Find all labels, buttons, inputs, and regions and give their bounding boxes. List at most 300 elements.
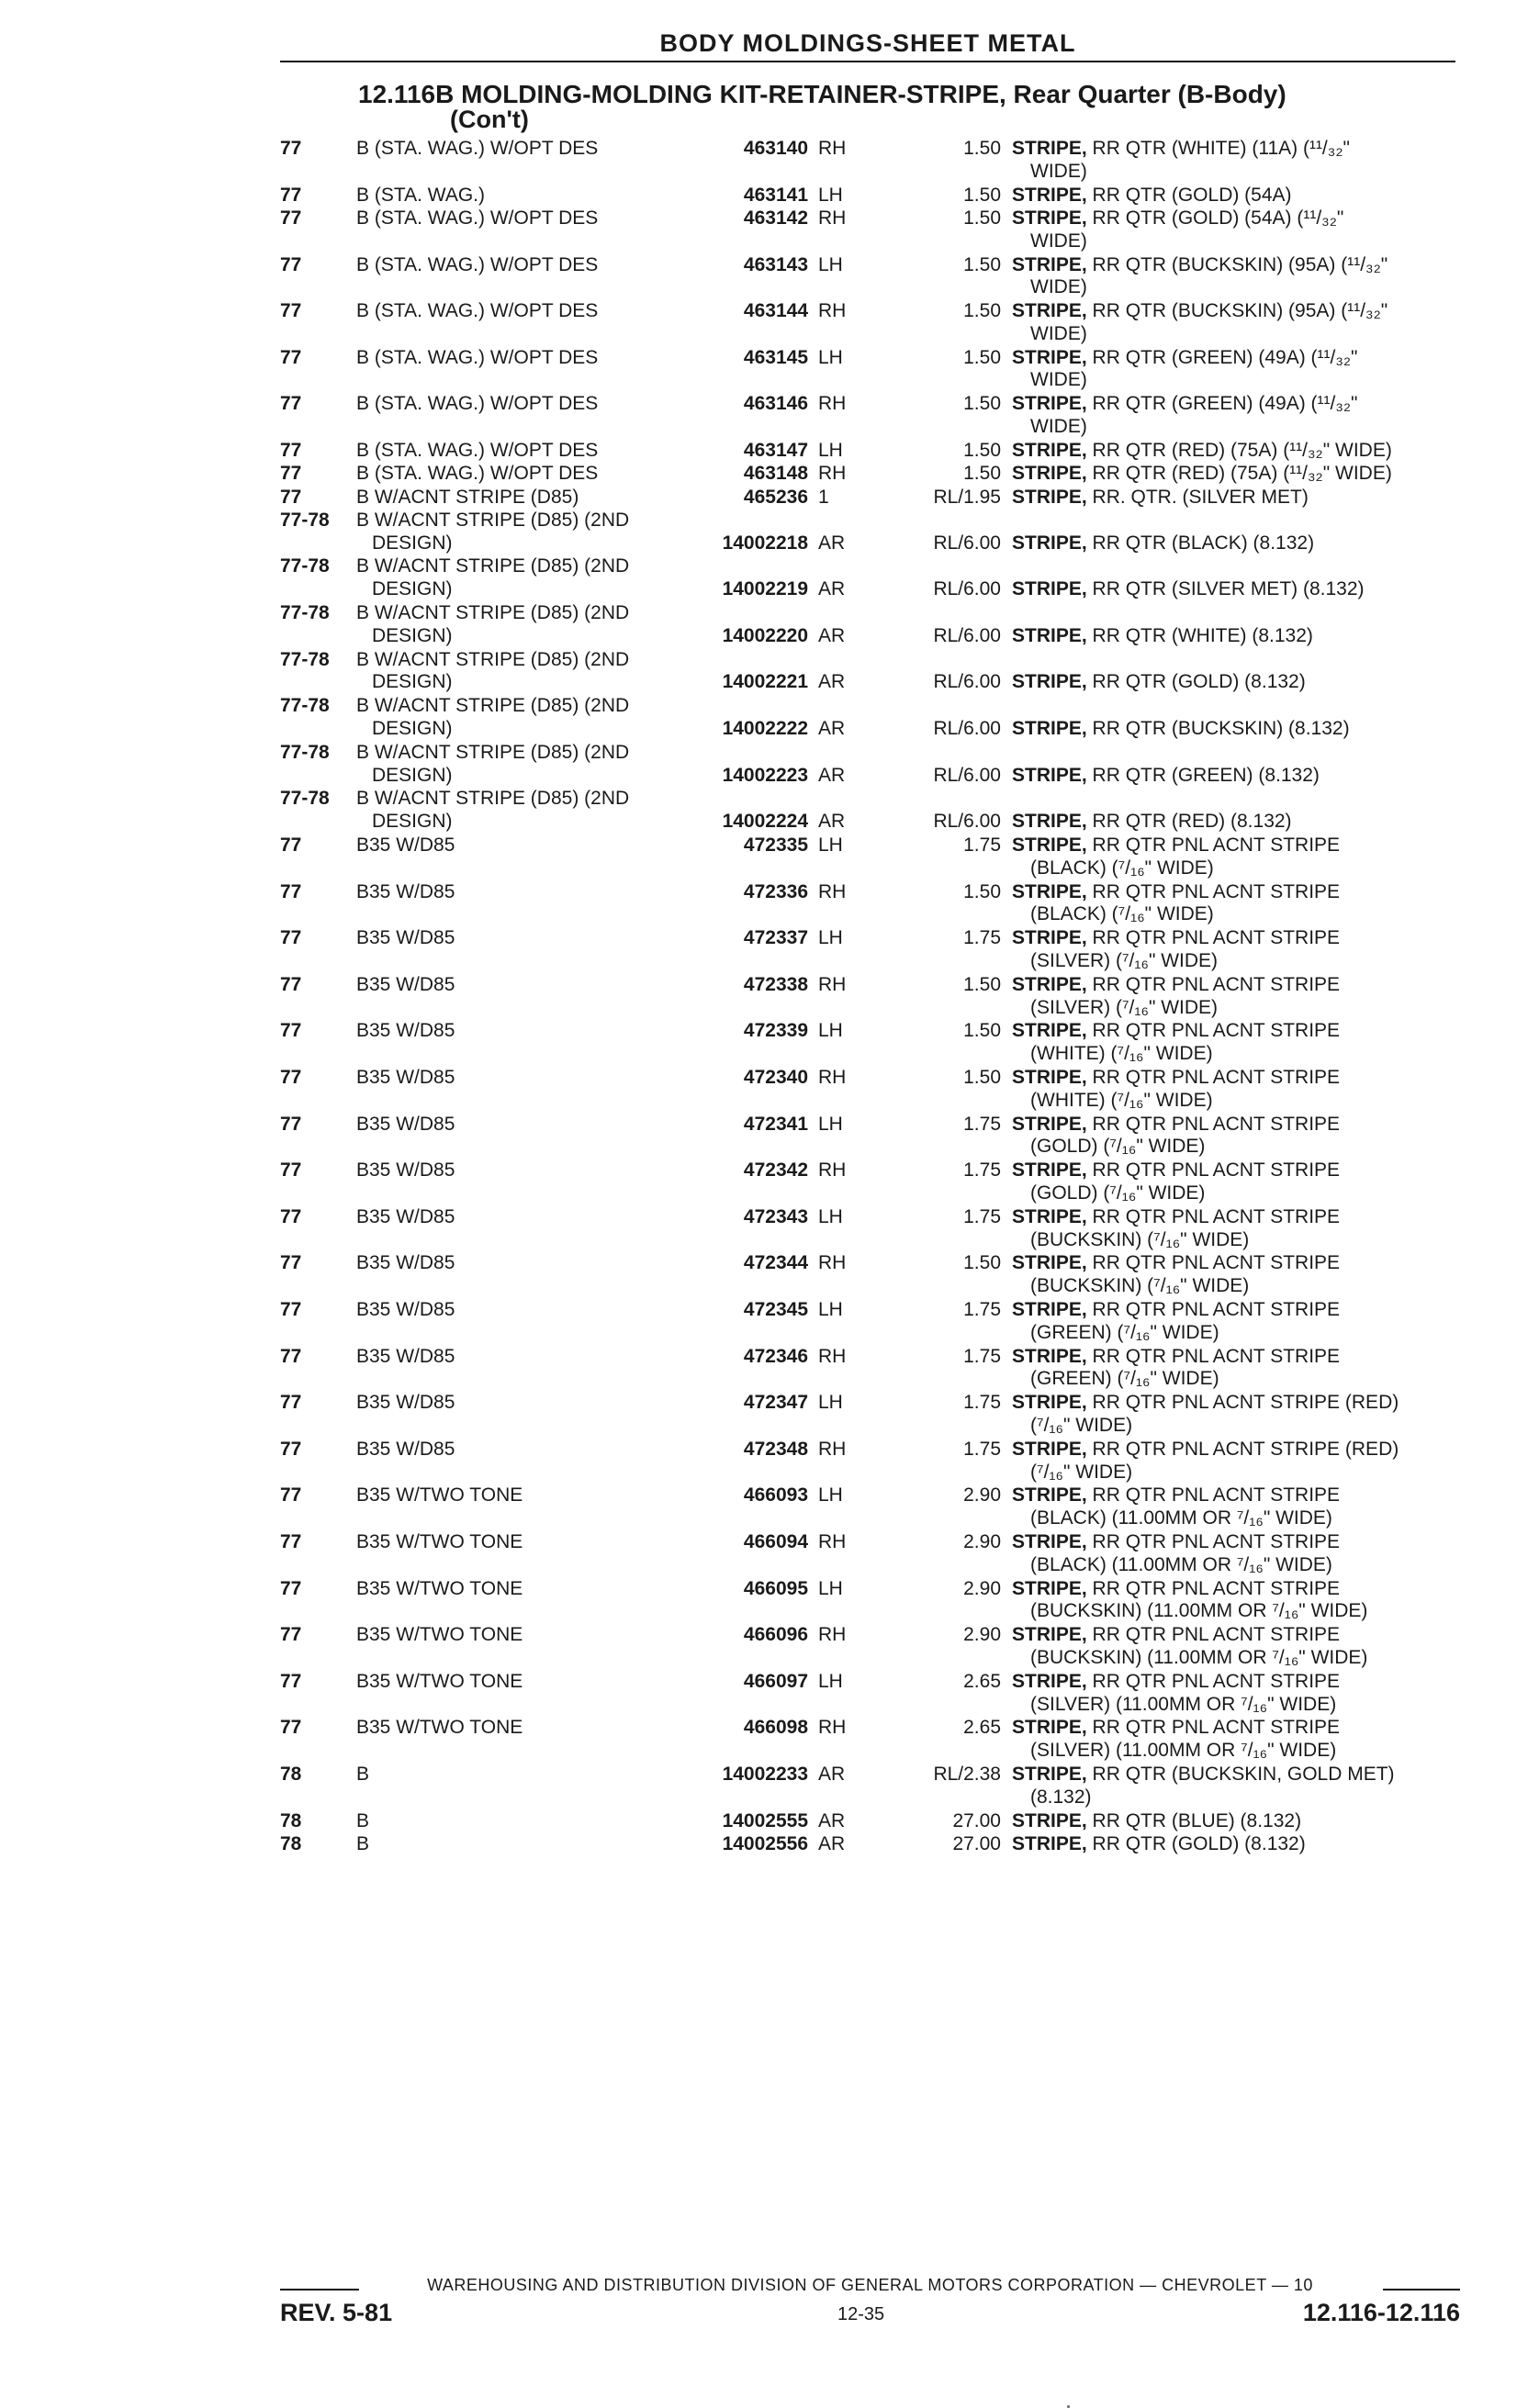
row-side: LH <box>818 1484 843 1506</box>
row-price: 2.65 <box>963 1717 1001 1739</box>
row-description-continued: (SILVER) (⁷/₁₆" WIDE) <box>1030 996 1219 1018</box>
row-year: 77 <box>280 927 302 949</box>
row-model: B35 W/D85 <box>356 1299 455 1320</box>
row-description <box>1012 1299 1460 1321</box>
row-description <box>1012 1717 1460 1739</box>
row-model: B W/ACNT STRIPE (D85) (2ND <box>356 648 630 670</box>
row-model: B W/ACNT STRIPE (D85) (2ND <box>356 695 630 717</box>
row-description-name: STRIPE, <box>1012 578 1087 600</box>
row-model: B W/ACNT STRIPE (D85) (2ND <box>356 602 630 623</box>
row-year: 77 <box>280 1205 302 1227</box>
row-part-number: 472339 <box>743 1020 808 1042</box>
row-price: RL/6.00 <box>933 532 1001 554</box>
row-side: RH <box>818 880 847 902</box>
row-description-continued: (SILVER) (⁷/₁₆" WIDE) <box>1030 949 1219 971</box>
row-description <box>1012 347 1460 369</box>
table-row <box>280 881 1460 927</box>
row-model: B35 W/D85 <box>356 1252 455 1274</box>
table-row <box>280 1531 1460 1577</box>
row-side: LH <box>818 1577 843 1599</box>
row-price: 1.50 <box>963 1020 1001 1042</box>
row-year: 77 <box>280 1299 302 1320</box>
table-row <box>280 510 1460 555</box>
row-description-text: RR QTR (WHITE) (8.132) <box>1086 624 1313 646</box>
row-description-text: RR QTR PNL ACNT STRIPE <box>1086 1670 1341 1692</box>
row-year: 77 <box>280 834 302 856</box>
row-part-number: 466093 <box>743 1484 808 1506</box>
row-description-text: RR QTR PNL ACNT STRIPE <box>1086 834 1341 856</box>
row-description-name: STRIPE, <box>1012 463 1087 485</box>
row-price: 1.75 <box>963 834 1001 856</box>
row-description-text: RR QTR PNL ACNT STRIPE <box>1086 927 1341 949</box>
row-description-name: STRIPE, <box>1012 1717 1087 1739</box>
row-model: B35 W/TWO TONE <box>356 1670 523 1692</box>
row-description-name: STRIPE, <box>1012 1832 1087 1854</box>
row-description-text: RR QTR PNL ACNT STRIPE <box>1086 1205 1341 1227</box>
row-model: B <box>356 1832 370 1854</box>
row-price: 1.75 <box>963 1438 1001 1460</box>
row-description-continued: (⁷/₁₆" WIDE) <box>1030 1461 1133 1483</box>
row-price: 1.50 <box>963 207 1001 229</box>
table-row <box>280 1020 1460 1066</box>
row-description-continued: WIDE) <box>1030 322 1087 344</box>
row-description-continued: (8.132) <box>1030 1786 1092 1808</box>
row-price: 1.50 <box>963 300 1001 322</box>
row-model: B35 W/TWO TONE <box>356 1624 523 1646</box>
table-row <box>280 254 1460 300</box>
row-description-text: RR. QTR. (SILVER MET) <box>1086 486 1309 508</box>
row-description-continued: (SILVER) (11.00MM OR ⁷/₁₆" WIDE) <box>1030 1740 1337 1762</box>
row-description-name: STRIPE, <box>1012 1809 1087 1831</box>
row-price: 1.50 <box>963 393 1001 415</box>
row-description <box>1012 1671 1460 1693</box>
row-side: AR <box>818 532 846 554</box>
row-model: B (STA. WAG.) W/OPT DES <box>356 300 599 322</box>
row-side: LH <box>818 184 843 206</box>
row-description-name: STRIPE, <box>1012 1577 1087 1599</box>
table-row <box>280 1299 1460 1345</box>
row-side: AR <box>818 1809 846 1831</box>
row-description-continued: (⁷/₁₆" WIDE) <box>1030 1414 1133 1436</box>
table-row <box>280 1392 1460 1438</box>
row-description-text: RR QTR (RED) (8.132) <box>1086 811 1292 833</box>
row-description-continued: (BUCKSKIN) (11.00MM OR ⁷/₁₆" WIDE) <box>1030 1600 1368 1622</box>
row-side: RH <box>818 973 847 995</box>
row-price: 1.75 <box>963 1205 1001 1227</box>
row-description <box>1012 1764 1460 1786</box>
row-side: AR <box>818 671 846 693</box>
row-description <box>1012 1067 1460 1089</box>
row-description-continued: WIDE) <box>1030 230 1087 252</box>
row-description-text: RR QTR PNL ACNT STRIPE <box>1086 1159 1341 1182</box>
row-description-text: RR QTR PNL ACNT STRIPE <box>1086 880 1341 902</box>
row-part-number: 472347 <box>743 1392 808 1414</box>
row-part-number: 463145 <box>743 346 808 368</box>
row-description <box>1012 1252 1460 1274</box>
row-description-text: RR QTR PNL ACNT STRIPE <box>1086 1020 1341 1042</box>
row-part-number: 466094 <box>743 1531 808 1552</box>
row-part-number: 472348 <box>743 1438 808 1460</box>
row-part-number: 472340 <box>743 1067 808 1088</box>
row-description-name: STRIPE, <box>1012 1764 1087 1785</box>
row-description-text: RR QTR PNL ACNT STRIPE <box>1086 1577 1341 1599</box>
row-description <box>1012 718 1460 740</box>
row-description-text: RR QTR (GOLD) (8.132) <box>1086 671 1306 693</box>
row-model: B W/ACNT STRIPE (D85) (2ND <box>356 788 630 810</box>
row-description-name: STRIPE, <box>1012 300 1087 322</box>
row-model: B W/ACNT STRIPE (D85) (2ND <box>356 555 630 577</box>
row-description-continued: (BLACK) (11.00MM OR ⁷/₁₆" WIDE) <box>1030 1507 1332 1529</box>
row-price: 1.75 <box>963 1299 1001 1320</box>
row-price: RL/6.00 <box>933 764 1001 786</box>
row-model: B (STA. WAG.) W/OPT DES <box>356 463 599 485</box>
row-year: 77 <box>280 207 302 229</box>
row-side: LH <box>818 439 843 461</box>
table-row <box>280 1624 1460 1670</box>
row-price: 27.00 <box>952 1809 1001 1831</box>
row-description-text: RR QTR PNL ACNT STRIPE <box>1086 1717 1341 1739</box>
row-part-number: 472336 <box>743 880 808 902</box>
row-description <box>1012 1392 1460 1414</box>
row-part-number: 463147 <box>743 439 808 461</box>
row-part-number: 14002221 <box>722 671 808 693</box>
row-description-name: STRIPE, <box>1012 1531 1087 1552</box>
row-model: B (STA. WAG.) W/OPT DES <box>356 207 599 229</box>
row-price: RL/6.00 <box>933 717 1001 739</box>
row-description-name: STRIPE, <box>1012 811 1087 833</box>
row-side: AR <box>818 764 846 786</box>
row-year: 77 <box>280 1067 302 1088</box>
row-description-continued: (GREEN) (⁷/₁₆" WIDE) <box>1030 1368 1219 1390</box>
row-year: 77 <box>280 184 302 206</box>
row-description <box>1012 811 1460 833</box>
row-side: LH <box>818 1020 843 1042</box>
page-title: BODY MOLDINGS-SHEET METAL <box>659 29 1076 57</box>
row-description <box>1012 671 1460 693</box>
row-model: B35 W/D85 <box>356 1438 455 1460</box>
row-description <box>1012 393 1460 415</box>
row-price: 1.50 <box>963 439 1001 461</box>
row-side: AR <box>818 1832 846 1854</box>
row-year: 77 <box>280 393 302 415</box>
row-description <box>1012 1810 1460 1832</box>
table-row <box>280 695 1460 741</box>
row-side: RH <box>818 1252 847 1274</box>
row-description <box>1012 881 1460 903</box>
row-part-number: 463148 <box>743 463 808 485</box>
row-part-number: 466098 <box>743 1717 808 1739</box>
row-description-continued: WIDE) <box>1030 369 1087 391</box>
row-model: B (STA. WAG.) W/OPT DES <box>356 439 599 461</box>
row-description-name: STRIPE, <box>1012 1345 1087 1367</box>
row-price: 2.65 <box>963 1670 1001 1692</box>
row-description <box>1012 1578 1460 1600</box>
section-continued: (Con't) <box>450 106 529 133</box>
row-description-continued: (BUCKSKIN) (⁷/₁₆" WIDE) <box>1030 1275 1250 1297</box>
row-model: B W/ACNT STRIPE (D85) (2ND <box>356 741 630 763</box>
row-description-continued: (GOLD) (⁷/₁₆" WIDE) <box>1030 1136 1206 1158</box>
row-description <box>1012 1206 1460 1228</box>
row-description-name: STRIPE, <box>1012 253 1087 275</box>
row-year: 77 <box>280 1020 302 1042</box>
row-description-name: STRIPE, <box>1012 927 1087 949</box>
row-year: 77 <box>280 439 302 461</box>
row-year: 77 <box>280 138 302 159</box>
row-year: 77 <box>280 1345 302 1367</box>
row-side: RH <box>818 1717 847 1739</box>
row-model-continued: DESIGN) <box>372 624 453 646</box>
row-year: 77-78 <box>280 788 330 810</box>
table-row <box>280 347 1460 393</box>
table-row <box>280 1578 1460 1624</box>
table-row <box>280 834 1460 880</box>
row-model: B35 W/D85 <box>356 1113 455 1135</box>
row-description-text: RR QTR (SILVER MET) (8.132) <box>1086 578 1365 600</box>
row-description <box>1012 207 1460 230</box>
row-price: RL/6.00 <box>933 624 1001 646</box>
row-description-continued: (BLACK) (⁷/₁₆" WIDE) <box>1030 903 1214 925</box>
row-year: 77 <box>280 1159 302 1182</box>
table-row <box>280 300 1460 346</box>
row-description-text: RR QTR (RED) (75A) (¹¹/₃₂" WIDE) <box>1086 439 1392 461</box>
row-year: 77 <box>280 1577 302 1599</box>
row-part-number: 14002219 <box>722 578 808 600</box>
row-side: RH <box>818 1438 847 1460</box>
row-description-text: RR QTR (BLUE) (8.132) <box>1086 1809 1302 1831</box>
row-description-continued: (WHITE) (⁷/₁₆" WIDE) <box>1030 1089 1213 1111</box>
row-description-name: STRIPE, <box>1012 624 1087 646</box>
row-description-text: RR QTR (GOLD) (8.132) <box>1086 1832 1306 1854</box>
row-model: B35 W/D85 <box>356 927 455 949</box>
row-price: 1.50 <box>963 1067 1001 1088</box>
row-model-continued: DESIGN) <box>372 532 453 554</box>
row-description-text: RR QTR (GREEN) (49A) (¹¹/₃₂" <box>1086 346 1358 368</box>
row-description-continued: (BLACK) (⁷/₁₆" WIDE) <box>1030 857 1214 879</box>
row-side: LH <box>818 1392 843 1414</box>
row-model-continued: DESIGN) <box>372 578 453 600</box>
row-description-name: STRIPE, <box>1012 1159 1087 1182</box>
row-model-continued: DESIGN) <box>372 671 453 693</box>
row-description <box>1012 578 1460 600</box>
row-description-text: RR QTR PNL ACNT STRIPE (RED) <box>1086 1438 1399 1460</box>
row-description-text: RR QTR (GOLD) (54A) <box>1086 184 1292 206</box>
row-side: RH <box>818 393 847 415</box>
row-year: 78 <box>280 1764 302 1785</box>
row-description <box>1012 765 1460 787</box>
row-description-text: RR QTR PNL ACNT STRIPE <box>1086 1484 1341 1506</box>
row-description-continued: (BLACK) (11.00MM OR ⁷/₁₆" WIDE) <box>1030 1553 1332 1575</box>
table-row <box>280 602 1460 648</box>
row-model: B35 W/D85 <box>356 1392 455 1414</box>
row-description-continued: WIDE) <box>1030 416 1087 438</box>
row-description-name: STRIPE, <box>1012 184 1087 206</box>
row-description-name: STRIPE, <box>1012 1252 1087 1274</box>
row-price: 27.00 <box>952 1832 1001 1854</box>
row-description-text: RR QTR (WHITE) (11A) (¹¹/₃₂" <box>1086 138 1350 159</box>
row-part-number: 472346 <box>743 1345 808 1367</box>
row-side: RH <box>818 1159 847 1182</box>
row-year: 77 <box>280 880 302 902</box>
table-row <box>280 185 1460 207</box>
row-side: LH <box>818 1113 843 1135</box>
row-description-text: RR QTR PNL ACNT STRIPE <box>1086 1624 1341 1646</box>
row-part-number: 466096 <box>743 1624 808 1646</box>
table-row <box>280 1717 1460 1763</box>
row-year: 77 <box>280 253 302 275</box>
row-description <box>1012 1833 1460 1855</box>
header-rule <box>280 61 1455 62</box>
row-part-number: 463146 <box>743 393 808 415</box>
row-price: 1.50 <box>963 1252 1001 1274</box>
row-model: B (STA. WAG.) <box>356 184 485 206</box>
row-price: RL/6.00 <box>933 578 1001 600</box>
row-part-number: 463140 <box>743 138 808 159</box>
row-description-name: STRIPE, <box>1012 1067 1087 1088</box>
row-part-number: 14002233 <box>722 1764 808 1785</box>
row-side: AR <box>818 1764 846 1785</box>
row-model: B35 W/TWO TONE <box>356 1577 523 1599</box>
row-description-name: STRIPE, <box>1012 973 1087 995</box>
table-row <box>280 440 1460 463</box>
table-row <box>280 1159 1460 1205</box>
row-description <box>1012 487 1460 509</box>
row-price: 1.75 <box>963 1113 1001 1135</box>
row-description-name: STRIPE, <box>1012 1299 1087 1320</box>
row-description-continued: (GREEN) (⁷/₁₆" WIDE) <box>1030 1321 1219 1343</box>
row-side: AR <box>818 624 846 646</box>
row-price: RL/6.00 <box>933 671 1001 693</box>
row-description-name: STRIPE, <box>1012 1670 1087 1692</box>
row-year: 77-78 <box>280 741 330 763</box>
row-model: B (STA. WAG.) W/OPT DES <box>356 346 599 368</box>
row-description-name: STRIPE, <box>1012 764 1087 786</box>
row-side: AR <box>818 717 846 739</box>
row-model-continued: DESIGN) <box>372 717 453 739</box>
row-price: 1.75 <box>963 1159 1001 1182</box>
row-model: B W/ACNT STRIPE (D85) (2ND <box>356 509 630 531</box>
row-price: 2.90 <box>963 1624 1001 1646</box>
row-model: B35 W/D85 <box>356 1159 455 1182</box>
row-part-number: 466097 <box>743 1670 808 1692</box>
table-row <box>280 1764 1460 1809</box>
table-row <box>280 974 1460 1020</box>
footer-division: WAREHOUSING AND DISTRIBUTION DIVISION OF GENERAL MOTORS CORPORATION — CHEVROLET — 10 <box>427 2276 1313 2294</box>
row-model: B <box>356 1764 370 1785</box>
table-row <box>280 1439 1460 1484</box>
row-description-name: STRIPE, <box>1012 834 1087 856</box>
row-description-continued: (GOLD) (⁷/₁₆" WIDE) <box>1030 1182 1206 1204</box>
row-part-number: 463143 <box>743 253 808 275</box>
row-description-text: RR QTR PNL ACNT STRIPE <box>1086 1113 1341 1135</box>
row-description <box>1012 1439 1460 1461</box>
row-year: 77 <box>280 463 302 485</box>
row-description-text: RR QTR PNL ACNT STRIPE <box>1086 1345 1341 1367</box>
row-price: RL/6.00 <box>933 811 1001 833</box>
table-row <box>280 1833 1460 1856</box>
row-description-text: RR QTR (GREEN) (8.132) <box>1086 764 1320 786</box>
table-row <box>280 649 1460 695</box>
row-part-number: 472342 <box>743 1159 808 1182</box>
row-price: 1.50 <box>963 973 1001 995</box>
row-part-number: 14002555 <box>722 1809 808 1831</box>
row-description-name: STRIPE, <box>1012 1205 1087 1227</box>
row-description-name: STRIPE, <box>1012 393 1087 415</box>
row-side: LH <box>818 346 843 368</box>
row-description-text: RR QTR (GOLD) (54A) (¹¹/₃₂" <box>1086 207 1344 229</box>
row-description-name: STRIPE, <box>1012 1113 1087 1135</box>
row-price: 1.50 <box>963 253 1001 275</box>
row-description <box>1012 138 1460 160</box>
row-description <box>1012 1159 1460 1182</box>
row-price: 2.90 <box>963 1577 1001 1599</box>
row-model: B35 W/TWO TONE <box>356 1531 523 1552</box>
row-side: AR <box>818 811 846 833</box>
row-price: 1.50 <box>963 880 1001 902</box>
row-year: 77 <box>280 1484 302 1506</box>
row-description-text: RR QTR PNL ACNT STRIPE <box>1086 1531 1341 1552</box>
row-description-text: RR QTR PNL ACNT STRIPE <box>1086 1299 1341 1320</box>
row-side: LH <box>818 1205 843 1227</box>
footer-reference: 12.116-12.116 <box>1302 2299 1460 2326</box>
table-row <box>280 1114 1460 1159</box>
table-row <box>280 1810 1460 1833</box>
table-row <box>280 393 1460 439</box>
row-year: 77-78 <box>280 648 330 670</box>
row-model-continued: DESIGN) <box>372 764 453 786</box>
row-description-text: RR QTR (BUCKSKIN) (95A) (¹¹/₃₂" <box>1086 300 1388 322</box>
table-row <box>280 1252 1460 1298</box>
row-description-text: RR QTR PNL ACNT STRIPE <box>1086 1067 1341 1088</box>
row-description <box>1012 1624 1460 1646</box>
row-year: 77 <box>280 1438 302 1460</box>
row-description-text: RR QTR (BUCKSKIN, GOLD MET) <box>1086 1764 1395 1785</box>
row-description-name: STRIPE, <box>1012 346 1087 368</box>
row-part-number: 463142 <box>743 207 808 229</box>
row-part-number: 472344 <box>743 1252 808 1274</box>
row-description-name: STRIPE, <box>1012 439 1087 461</box>
row-year: 78 <box>280 1832 302 1854</box>
row-description <box>1012 927 1460 949</box>
row-description-name: STRIPE, <box>1012 880 1087 902</box>
row-description-continued: WIDE) <box>1030 276 1087 298</box>
row-model: B35 W/D85 <box>356 880 455 902</box>
table-row <box>280 463 1460 486</box>
row-price: 1.50 <box>963 346 1001 368</box>
row-part-number: 465236 <box>743 486 808 508</box>
row-description-name: STRIPE, <box>1012 138 1087 159</box>
row-year: 77 <box>280 1624 302 1646</box>
row-year: 77-78 <box>280 602 330 623</box>
row-year: 77 <box>280 1113 302 1135</box>
row-description-name: STRIPE, <box>1012 1484 1087 1506</box>
row-price: 2.90 <box>963 1531 1001 1552</box>
row-price: 2.90 <box>963 1484 1001 1506</box>
row-side: LH <box>818 927 843 949</box>
row-model: B <box>356 1809 370 1831</box>
row-model: B35 W/D85 <box>356 1067 455 1088</box>
row-description-name: STRIPE, <box>1012 1624 1087 1646</box>
row-description-continued: WIDE) <box>1030 160 1087 182</box>
row-part-number: 466095 <box>743 1577 808 1599</box>
footer-revision: REV. 5-81 <box>280 2299 393 2326</box>
row-part-number: 14002223 <box>722 764 808 786</box>
row-model: B (STA. WAG.) W/OPT DES <box>356 138 599 159</box>
row-year: 77-78 <box>280 509 330 531</box>
row-description <box>1012 1531 1460 1553</box>
row-description-text: RR QTR (BUCKSKIN) (8.132) <box>1086 717 1350 739</box>
row-description <box>1012 1114 1460 1136</box>
row-description-text: RR QTR (GREEN) (49A) (¹¹/₃₂" <box>1086 393 1358 415</box>
